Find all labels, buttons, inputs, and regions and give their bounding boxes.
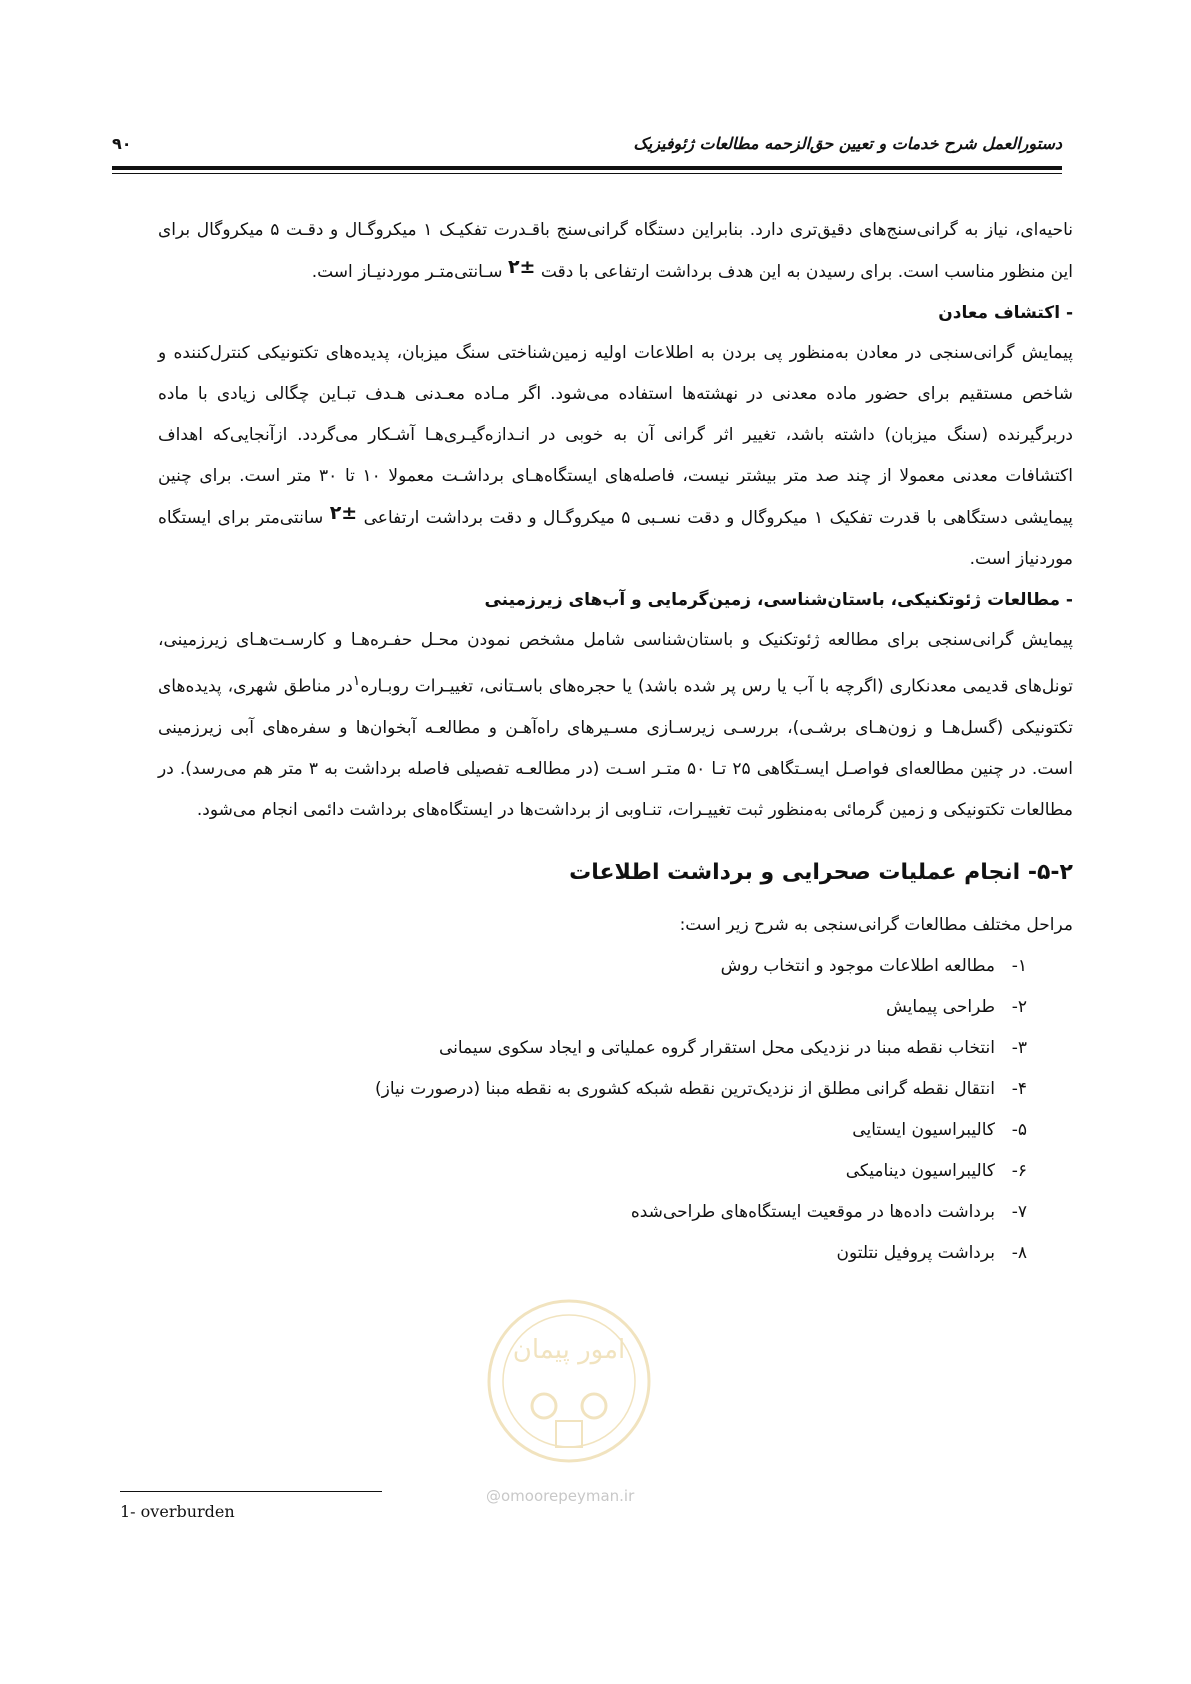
paragraph-text: پیمایش گرانی‌سنجی برای مطالعه ژئوتکنیک و باستان‌شناسی شامل مشخص نمودن محـل حفـره‌هـا و کارسـت‌هـای زیرزمینی، تونل‌های قدیمی معدنکاری (اگرچه با آب یا رس پر شده باشد) یا حجره‌های باسـتانی، تغییـرات روبـاره (158, 630, 1073, 697)
step-number: ۷- (1011, 1201, 1027, 1222)
paragraph-line: ناحیه‌ای، نیاز به گرانی‌سنج‌های دقیق‌تری دارد. بنابراین دستگاه گرانی‌سنج باقـدرت تفکیـک ۱ میکروگـال و دقـت ۵ (270, 220, 1074, 240)
step-number: ۱- (1011, 955, 1027, 976)
watermark-seal (484, 1296, 654, 1466)
step-text: برداشت داده‌ها در موقعیت ایستگاه‌های طراحی‌شده (630, 1201, 995, 1222)
step-text: انتقال نقطه گرانی مطلق از نزدیک‌ترین نقطه شبکه کشوری به نقطه مبنا (درصورت نیاز) (375, 1078, 995, 1099)
step-item (158, 1028, 1027, 1069)
heading-geotechnical-studies: - مطالعات ژئوتکنیکی، باستان‌شناسی، زمین‌گرمایی و آب‌های زیرزمینی (484, 590, 1073, 610)
paragraph-continued (158, 210, 1073, 293)
paragraph-mining (158, 333, 1073, 580)
watermark-url: @omoorepeyman.ir (486, 1487, 635, 1505)
paragraph-line: سـانتی‌متـر موردنیـاز (358, 262, 503, 282)
step-number: ۴- (1011, 1078, 1027, 1099)
running-header (112, 126, 1062, 176)
paragraph-text: در مناطق شهری، پدیده‌های تکتونیکی (گسل‌هـا و زون‌هـای برشـی)، بررسـی زیرسـازی مسـیرهای راه‌آهـن و مطالعـه آبخوان‌ها و سفره‌های آبی زیرزمینی است. در چنین مطالعه‌ای فواصـل ایسـتگاهی ۲۵ تـا ۵۰ متـر اسـت (در مطالعـه تفصیلی فاصله برداشت به ۳ متر هم می‌رسد). در مطالعات تکتونیکی و زمین گرمائی به‌منظور ثبت تغییـرات، تنـاوبی از برداشت‌ها در ایستگاه‌های برداشت دائمی انجام می‌شود. (158, 676, 1073, 820)
plus-minus-value: ۲± (507, 256, 536, 278)
step-text: برداشت پروفیل نتلتون (836, 1242, 995, 1263)
paragraph-geotechnical (158, 620, 1073, 831)
paragraph-text: و دقت برداشت ارتفاعی (363, 508, 537, 528)
step-number: ۶- (1011, 1160, 1027, 1181)
section-intro: مراحل مختلف مطالعات گرانی‌سنجی به شرح زیر است: (679, 914, 1073, 935)
header-rule-thin (112, 173, 1062, 174)
step-item (158, 946, 1027, 987)
footnote: 1- overburden (120, 1502, 235, 1521)
step-number: ۵- (1011, 1119, 1027, 1140)
body-content (158, 210, 1073, 1274)
step-item (158, 1069, 1027, 1110)
page-number: ۹۰ (112, 134, 132, 153)
paragraph-text: سانتی‌متر برای ایستگاه موردنیاز است. (158, 508, 1073, 569)
steps-list (158, 946, 1027, 1274)
paragraph-text: پیمایش گرانی‌سنجی در معادن به‌منظور پی بردن به اطلاعات اولیه زمین‌شناختی سنگ میزبان، پدیده‌های تکتونیکی کنترل‌کننده و شاخص مستقیم برای حضور ماده معدنی در نهشته‌ها استفاده می‌شود. اگر مـاده معـدنی هـدف تبـاین چگالی زیادی با ماده دربرگیرنده (سنگ میزبان) داشته باشد، تغییر اثر گرانی آن به خوبی در انـدازه‌گیـری‌هـا آشـکار می‌گردد. ازآنجایی‌که اهداف اکتشافات معدنی معمولا از چند صد متر بیشتر نیست، فاصله‌های ایستگاه‌هـای برداشـت معمولا ۱۰ تا ۳۰ متر است. برای چنین پیمایشی دستگاهی با قدرت تفکیک ۱ میکروگال و دقت نسـبی ۵ میکروگـال (158, 343, 1074, 528)
paragraph-line: میکروگال برای این منظور مناسب است. برای رسیدن به این هدف برداشت ارتفاعی با دقت (158, 220, 1073, 282)
step-item (158, 1192, 1027, 1233)
step-number: ۳- (1011, 1037, 1027, 1058)
plus-minus-value: ۲± (329, 502, 358, 524)
step-text: طراحی پیمایش (886, 996, 995, 1017)
step-item (158, 1151, 1027, 1192)
step-number: ۲- (1011, 996, 1027, 1017)
step-item (158, 1233, 1027, 1274)
paragraph-line: است. (311, 262, 353, 282)
step-text: مطالعه اطلاعات موجود و انتخاب روش (720, 955, 995, 976)
step-text: کالیبراسیون ایستایی (852, 1119, 995, 1140)
header-title: دستورالعمل شرح خدمات و تعیین حق‌الزحمه مطالعات ژئوفیزیک (633, 134, 1062, 153)
footnote-separator (120, 1491, 382, 1492)
section-heading: ۵-۲- انجام عملیات صحرایی و برداشت اطلاعات (569, 859, 1073, 885)
header-rule-thick (112, 166, 1062, 170)
step-item (158, 987, 1027, 1028)
watermark-seal-text: امور پیمان (512, 1335, 626, 1365)
footnote-reference: ۱ (352, 673, 361, 689)
heading-mining-exploration: - اکتشاف معادن (938, 303, 1073, 323)
step-text: انتخاب نقطه مبنا در نزدیکی محل استقرار گروه عملیاتی و ایجاد سکوی سیمانی (438, 1037, 995, 1058)
step-text: کالیبراسیون دینامیکی (845, 1160, 995, 1181)
step-number: ۸- (1011, 1242, 1027, 1263)
step-item (158, 1110, 1027, 1151)
